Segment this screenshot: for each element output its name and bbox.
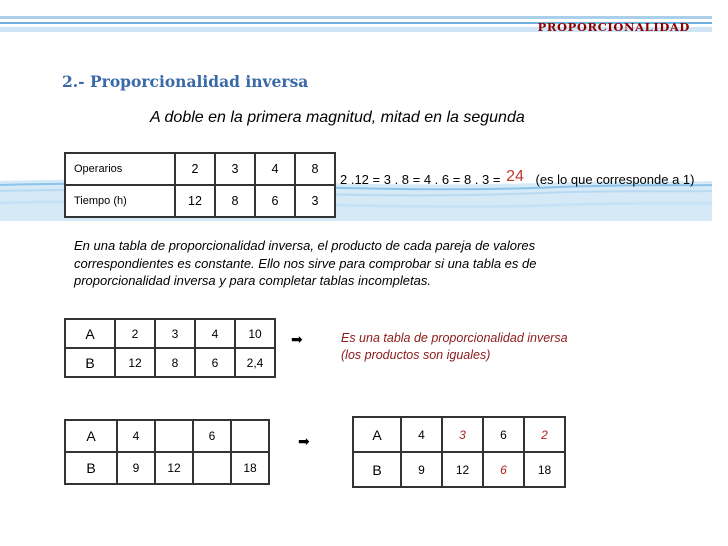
row-label: B [65,452,117,484]
table-cell [193,452,231,484]
table-check-note [341,330,568,364]
equation-text: 2 .12 = 3 . 8 = 4 . 6 = 8 . 3 = [340,172,501,187]
arrow-right-icon: ➡ [298,433,310,449]
table-cell: 4 [195,319,235,348]
table-cell: 12 [155,452,193,484]
section-title: 2.- Proporcionalidad inversa [62,72,309,91]
note-line-1: Es una tabla de proporcionalidad inversa [341,331,568,345]
table-cell: 3 [155,319,195,348]
table-cell: 8 [295,153,335,185]
arrow-right-icon: ➡ [291,331,303,347]
explanation-paragraph: En una tabla de proporcionalidad inversa, el producto de cada pareja de valores correspondientes es constante. Ello nos sirve para comprobar si una tabla es de proporcionalidad inversa y para completar tablas incompletas. [74,238,537,288]
table-row [65,348,275,377]
table-cell: 3 [215,153,255,185]
table-cell-computed: 3 [442,417,483,452]
table-cell: 10 [235,319,275,348]
equation-note: (es lo que corresponde a 1) [535,172,695,187]
ab-table-incomplete [64,419,270,485]
table-cell: 4 [401,417,442,452]
header-rule-top [0,16,712,19]
table-cell: 2,4 [235,348,275,377]
note-line-2: (los productos son iguales) [341,348,491,362]
table-row [65,185,335,217]
ab-table-completed [352,416,566,488]
row-label: B [353,452,401,487]
table-cell: 2 [115,319,155,348]
table-cell: 12 [115,348,155,377]
table-cell [231,420,269,452]
table-row [65,319,275,348]
row-label: Tiempo (h) [65,185,175,217]
ab-table-check [64,318,276,378]
table-row [65,452,269,484]
table-cell: 2 [175,153,215,185]
table-row [65,153,335,185]
row-label: A [353,417,401,452]
table-cell [155,420,193,452]
table-cell: 8 [215,185,255,217]
table-cell: 4 [117,420,155,452]
equation-result: 24 [506,168,524,185]
row-label: B [65,348,115,377]
table-cell-computed: 2 [524,417,565,452]
table-row [65,420,269,452]
table-row [353,417,565,452]
subtitle: A doble en la primera magnitud, mitad en la segunda [150,109,525,126]
table-cell: 3 [295,185,335,217]
table-cell-computed: 6 [483,452,524,487]
table-cell: 6 [255,185,295,217]
row-label: A [65,420,117,452]
table-cell: 18 [231,452,269,484]
header-title: PROPORCIONALIDAD [537,20,690,34]
table-cell: 6 [483,417,524,452]
table-cell: 6 [195,348,235,377]
row-label: Operarios [65,153,175,185]
table-cell: 8 [155,348,195,377]
table-cell: 9 [117,452,155,484]
table-cell: 12 [442,452,483,487]
table-cell: 9 [401,452,442,487]
table-row [353,452,565,487]
operarios-tiempo-table [64,152,336,218]
product-equation [340,168,695,189]
table-cell: 18 [524,452,565,487]
table-cell: 6 [193,420,231,452]
row-label: A [65,319,115,348]
table-cell: 4 [255,153,295,185]
table-cell: 12 [175,185,215,217]
